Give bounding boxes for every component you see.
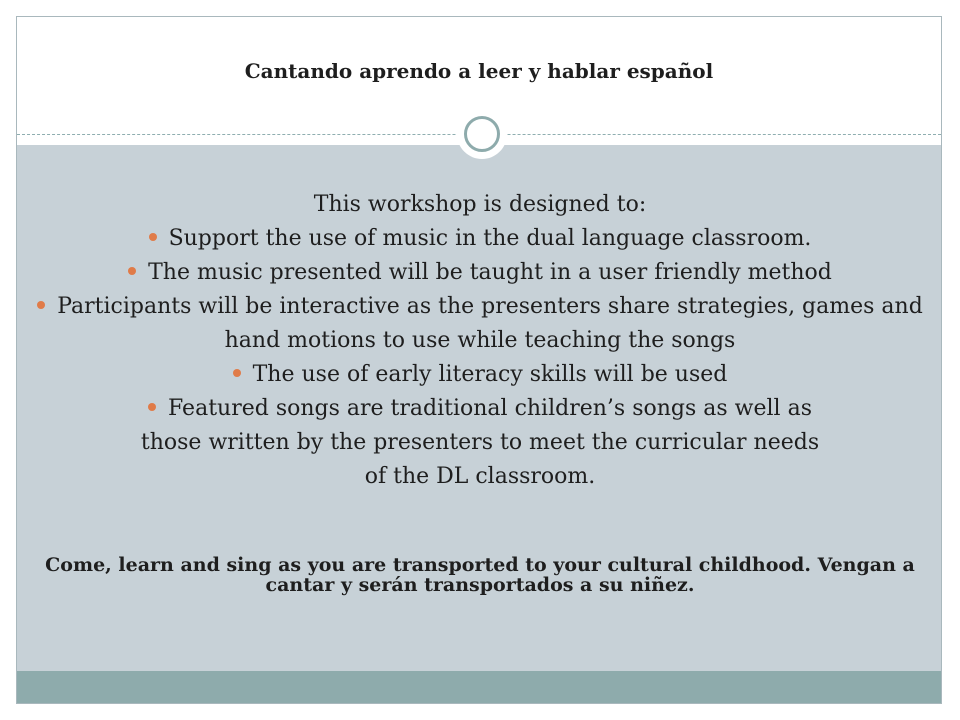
footer-bar — [17, 671, 941, 703]
bullet-item — [10, 222, 950, 256]
bullet-item — [10, 392, 950, 494]
bullet-dot-icon — [233, 369, 241, 377]
bullet-dot-icon — [128, 267, 136, 275]
circle-ornament-icon — [457, 109, 507, 159]
workshop-description — [10, 188, 950, 494]
bullet-item — [10, 290, 950, 358]
bullet-item — [10, 358, 950, 392]
bullet-text: Featured songs are traditional children’s songs as well as those written by the presenters to meet the curricular needs of the DL classroom. — [140, 396, 820, 489]
bullet-text: The music presented will be taught in a user friendly method — [148, 260, 832, 285]
intro-text: This workshop is designed to: — [313, 192, 647, 217]
bullet-dot-icon — [149, 233, 157, 241]
bullet-dot-icon — [37, 301, 45, 309]
bullet-dot-icon — [148, 403, 156, 411]
bullet-text: Participants will be interactive as the presenters share strategies, games and hand motions to use while teaching the songs — [57, 294, 923, 353]
slide-title: Cantando aprendo a leer y hablar español — [244, 59, 714, 83]
closing-message: Come, learn and sing as you are transported to your cultural childhood. Vengan a cantar y serán transportados a su niñez. — [45, 554, 915, 596]
bullet-item — [10, 256, 950, 290]
ring-icon — [464, 116, 500, 152]
bullet-text: The use of early literacy skills will be used — [252, 362, 728, 387]
bullet-text: Support the use of music in the dual language classroom. — [168, 226, 812, 251]
